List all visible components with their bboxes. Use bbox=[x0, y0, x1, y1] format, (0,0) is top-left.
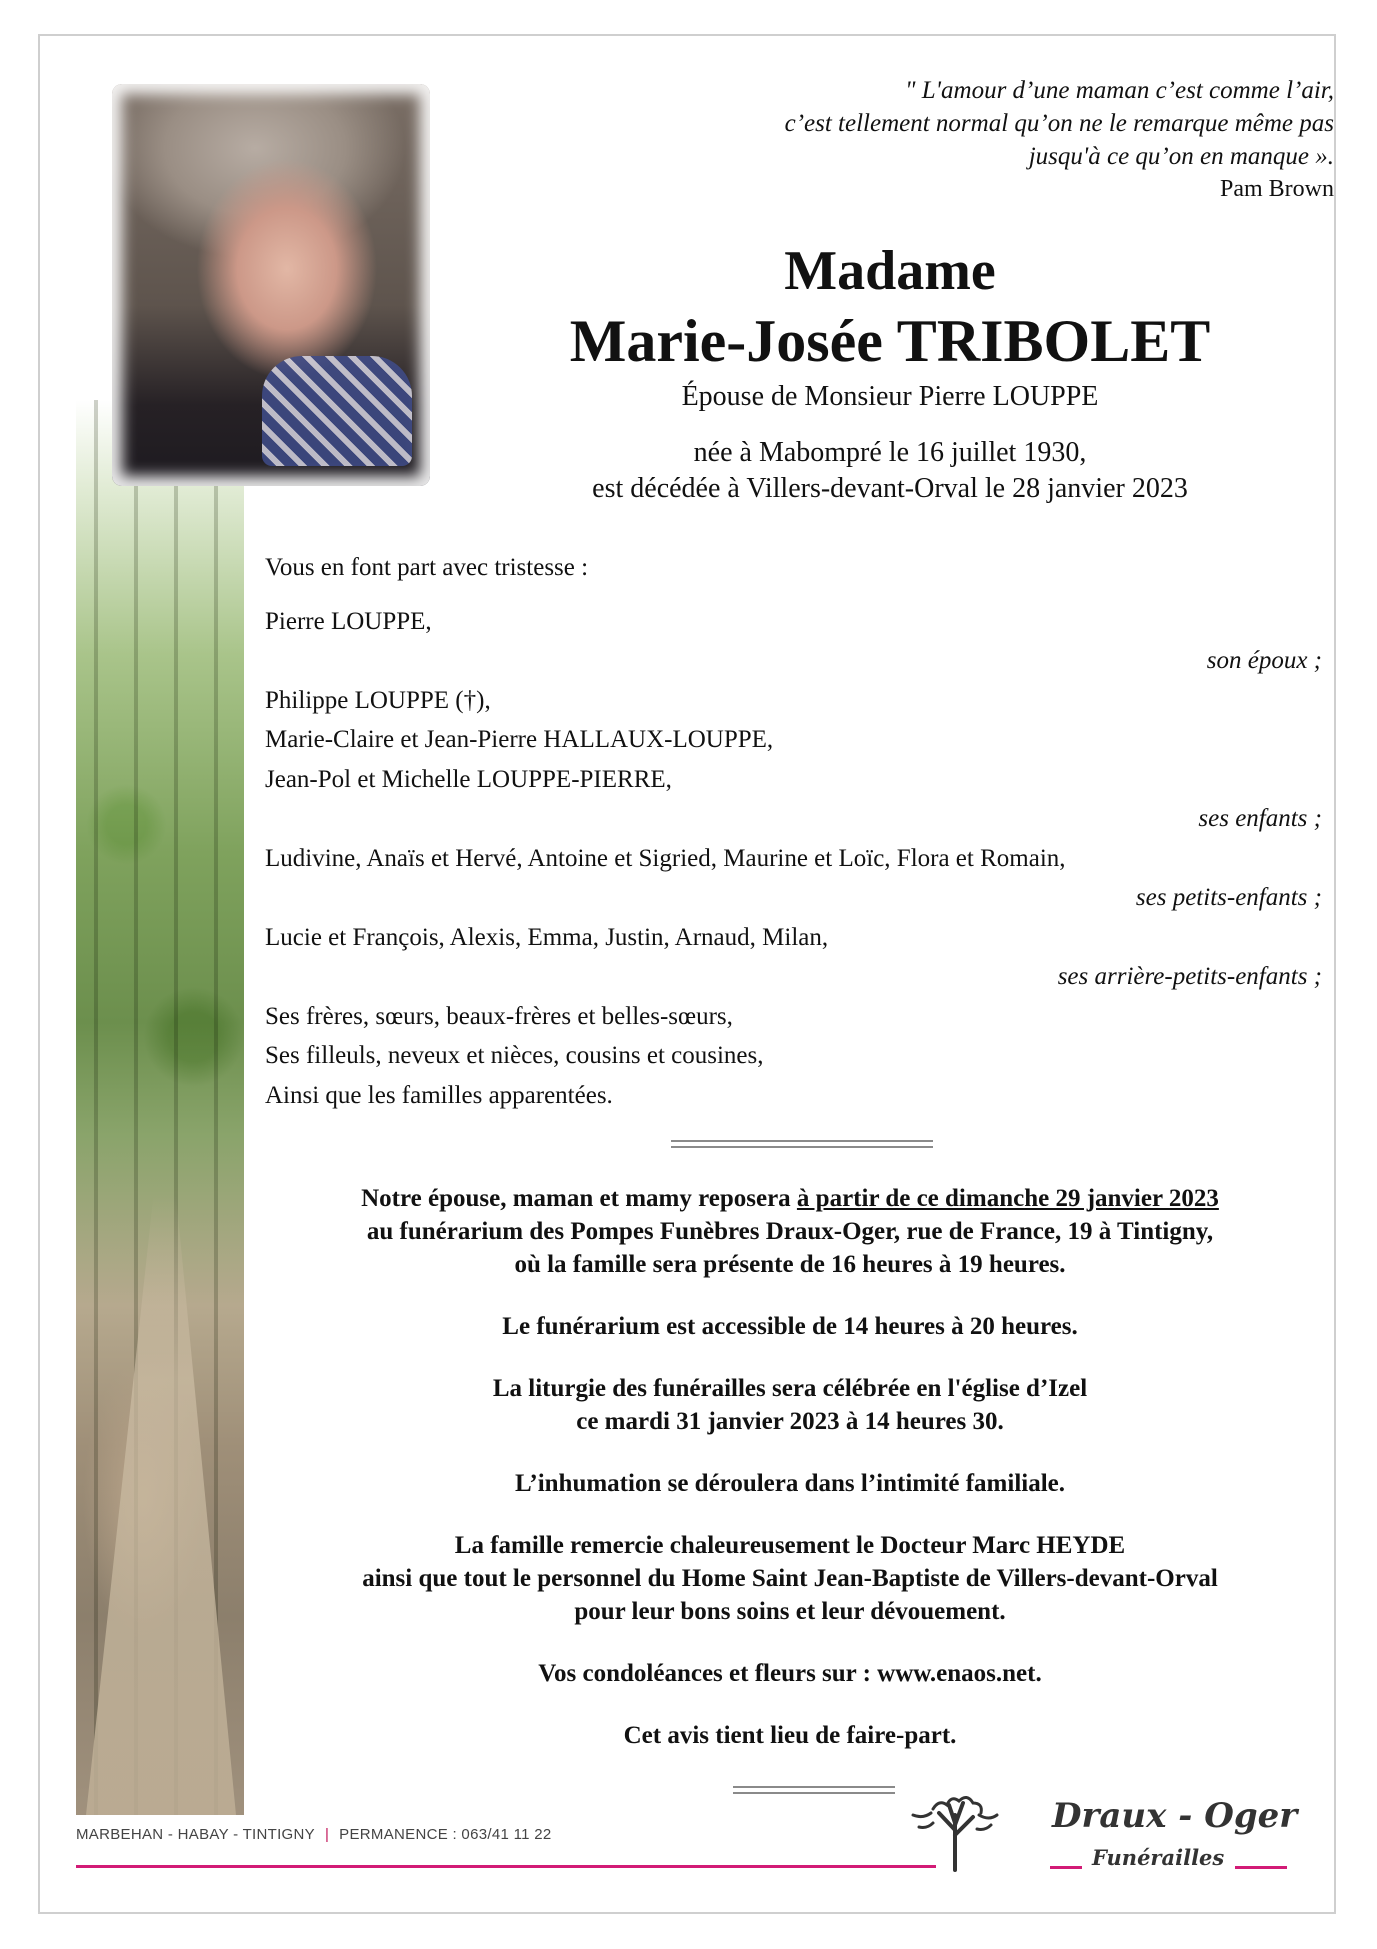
family-intro: Vous en font part avec tristesse : bbox=[265, 554, 589, 581]
birth-line: née à Mabompré le 16 juillet 1930, bbox=[693, 437, 1087, 468]
deceased-name: Marie-Josée TRIBOLET bbox=[569, 308, 1211, 374]
family-member: Ses filleuls, neveux et nièces, cousins et cousines, bbox=[265, 1042, 764, 1069]
footer-separator: | bbox=[324, 1826, 330, 1843]
notice-line: ainsi que tout le personnel du Home Saint Jean-Baptiste de Villers-devant-Orval bbox=[362, 1565, 1218, 1592]
family-member: Ainsi que les familles apparentées. bbox=[265, 1081, 613, 1109]
notice-line: au funérarium des Pompes Funèbres Draux-Oger, rue de France, 19 à Tintigny, bbox=[366, 1218, 1214, 1245]
family-relation: ses petits-enfants ; bbox=[1135, 884, 1322, 911]
birth-death-dates bbox=[520, 435, 1260, 507]
deceased-title: Madame bbox=[784, 240, 996, 302]
portrait-photo bbox=[112, 84, 430, 486]
spouse-line: Épouse de Monsieur Pierre LOUPPE bbox=[681, 381, 1099, 412]
family-member: Pierre LOUPPE, bbox=[265, 607, 432, 635]
divider bbox=[733, 1786, 895, 1794]
logo-subtitle: Funérailles bbox=[1092, 1845, 1225, 1870]
notice-line: La famille remercie chaleureusement le Docteur Marc HEYDE bbox=[454, 1532, 1126, 1559]
footer-locations: MARBEHAN - HABAY - TINTIGNY bbox=[76, 1826, 315, 1843]
footer-contact bbox=[76, 1826, 552, 1843]
family-list bbox=[265, 548, 1322, 1115]
death-line: est décédée à Villers-devant-Orval le 28 janvier 2023 bbox=[592, 473, 1188, 504]
family-lines bbox=[265, 602, 1322, 1116]
notice-line: Le funérarium est accessible de 14 heures à 20 heures. bbox=[502, 1313, 1078, 1340]
quote-line: " L'amour d’une maman c’est comme l’air, bbox=[905, 77, 1334, 104]
footer-rule bbox=[76, 1865, 936, 1868]
family-member: Philippe LOUPPE (†), bbox=[265, 686, 491, 714]
notice-line: Vos condoléances et fleurs sur : www.enaos.net. bbox=[538, 1660, 1042, 1687]
quote-author: Pam Brown bbox=[1220, 176, 1334, 202]
family-member: Marie-Claire et Jean-Pierre HALLAUX-LOUPPE, bbox=[265, 726, 774, 753]
family-member: Ludivine, Anaïs et Hervé, Antoine et Sigried, Maurine et Loïc, Flora et Romain, bbox=[265, 844, 1066, 872]
notice-line: Cet avis tient lieu de faire-part. bbox=[623, 1722, 957, 1749]
family-relation: ses arrière-petits-enfants ; bbox=[1057, 963, 1322, 990]
forest-path-image bbox=[76, 400, 244, 1815]
family-member: Jean-Pol et Michelle LOUPPE-PIERRE, bbox=[265, 765, 672, 793]
family-member: Lucie et François, Alexis, Emma, Justin, Arnaud, Milan, bbox=[265, 923, 829, 951]
notice-line: La liturgie des funérailles sera célébrée en l'église d’Izel bbox=[492, 1375, 1088, 1402]
notice-line: pour leur bons soins et leur dévouement. bbox=[574, 1598, 1006, 1625]
footer-permanence: PERMANENCE : 063/41 11 22 bbox=[339, 1826, 552, 1843]
family-relation: ses enfants ; bbox=[1198, 805, 1322, 832]
tree-logo-icon bbox=[905, 1775, 1005, 1875]
logo-name: Draux - Oger bbox=[1052, 1796, 1298, 1836]
notice-line: ce mardi 31 janvier 2023 à 14 heures 30. bbox=[576, 1408, 1004, 1435]
notice-line: Notre épouse, maman et mamy reposera à partir de ce dimanche 29 janvier 2023 bbox=[361, 1185, 1219, 1212]
quote-line: c’est tellement normal qu’on ne le remarque même pas bbox=[784, 110, 1334, 137]
family-relation: son époux ; bbox=[1206, 647, 1322, 674]
quote-block bbox=[534, 74, 1334, 206]
notice-line: L’inhumation se déroulera dans l’intimité familiale. bbox=[514, 1470, 1066, 1497]
family-member: Ses frères, sœurs, beaux-frères et belles-sœurs, bbox=[265, 1002, 733, 1030]
notice-line: où la famille sera présente de 16 heures à 19 heures. bbox=[514, 1251, 1066, 1278]
divider bbox=[671, 1140, 933, 1148]
funeral-notice bbox=[240, 1182, 1340, 1752]
quote-line: jusqu'à ce qu’on en manque ». bbox=[1028, 143, 1334, 170]
